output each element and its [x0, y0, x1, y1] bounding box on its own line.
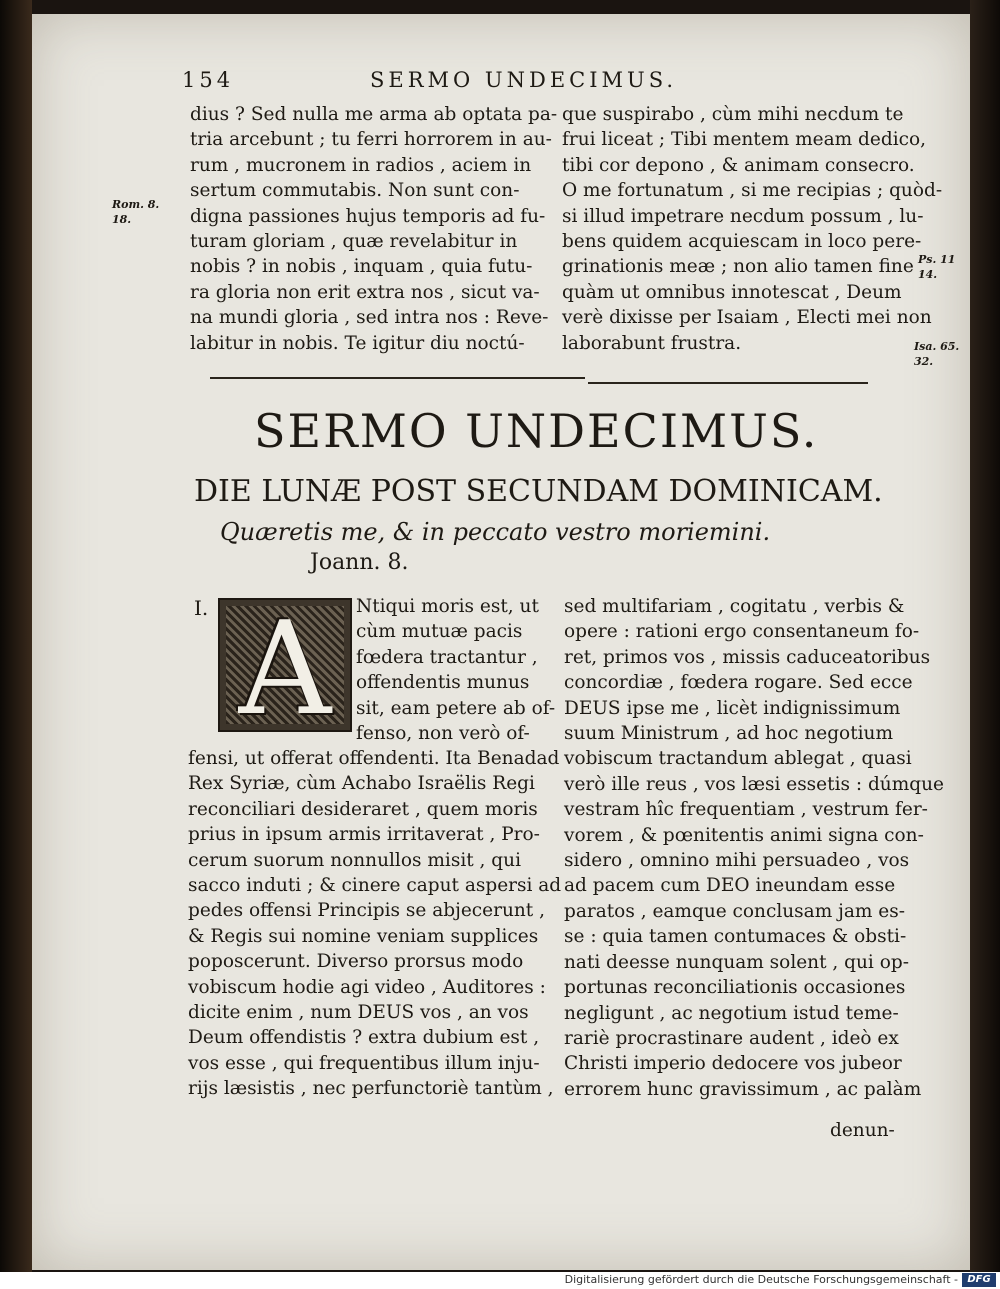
text-line: rijs læsistis , nec perfunctoriè tantùm , — [188, 1078, 554, 1100]
separator-rule — [210, 377, 585, 379]
body-right-column — [564, 594, 944, 1102]
text-line: paratos , eamque conclusam jam es- — [564, 900, 905, 922]
text-line: vestram hîc frequentiam , vestrum fer- — [564, 799, 928, 821]
book-page — [32, 14, 970, 1270]
body-left-indented — [356, 594, 556, 746]
text-line: vorem , & pœnitentis animi signa con- — [564, 824, 924, 846]
text-line: Rex Syriæ, cùm Achabo Israëlis Regi — [188, 773, 535, 795]
text-line: ret, primos vos , missis caduceatoribus — [564, 646, 931, 668]
catchword: denun- — [830, 1120, 895, 1141]
text-line: se : quia tamen contumaces & obsti- — [564, 926, 907, 948]
text-line: Christi imperio dedocere vos jubeor — [564, 1053, 902, 1075]
text-line: rariè procrastinare audent , ideò ex — [564, 1027, 899, 1049]
text-line: verè dixisse per Isaiam , Electi mei non — [562, 307, 932, 329]
text-line: que suspirabo , cùm mihi necdum te — [562, 104, 904, 125]
body-left-column — [188, 746, 562, 1102]
text-line: concordiæ , fœdera rogare. Sed ecce — [564, 672, 913, 694]
margin-note-right: Isa. 65. 32. — [914, 340, 960, 368]
text-line: turam gloriam , quæ revelabitur in — [190, 231, 518, 253]
text-line: na mundi gloria , sed intra nos : Reve- — [190, 307, 549, 329]
page-number: 154 — [182, 68, 235, 92]
text-line: cùm mutuæ pacis — [356, 621, 523, 643]
text-line: laborabunt frustra. — [562, 332, 742, 354]
text-line: reconciliari desideraret , quem moris — [188, 798, 538, 820]
margin-note-left-line: 18. — [112, 213, 132, 226]
text-line: bens quidem acquiescam in loco pere- — [562, 231, 922, 253]
text-line: sit, eam petere ab of- — [356, 697, 556, 719]
text-line: cerum suorum nonnullos misit , qui — [188, 849, 521, 871]
text-line: si illud impetrare necdum possum , lu- — [562, 205, 924, 227]
sermon-title: SERMO UNDECIMUS. — [254, 404, 819, 458]
text-line: fensi, ut offerat offendenti. Ita Benadad — [188, 748, 560, 769]
text-line: vobiscum tractandum ablegat , quasi — [564, 748, 912, 770]
text-line: nobis ? in nobis , inquam , quia futu- — [190, 256, 533, 278]
text-line: DEUS ipse me , licèt indignissimum — [564, 697, 901, 719]
text-line: prius in ipsum armis irritaverat , Pro- — [188, 824, 540, 846]
text-line: frui liceat ; Tibi mentem meam dedico, — [562, 129, 926, 151]
text-line: fenso, non verò of- — [356, 723, 530, 745]
funding-credit: Digitalisierung gefördert durch die Deutsche Forschungsgemeinschaft - — [564, 1273, 958, 1286]
text-line: labitur in nobis. Te igitur diu noctú- — [190, 332, 525, 354]
text-line: errorem hunc gravissimum , ac palàm — [564, 1078, 922, 1100]
scripture-reference: Joann. 8. — [310, 550, 409, 575]
text-line: tria arcebunt ; tu ferri horrorem in au- — [190, 129, 552, 151]
text-line: verò ille reus , vos læsi essetis : dúmque — [564, 773, 944, 795]
text-line: sed multifariam , cogitatu , verbis & — [564, 596, 905, 617]
text-line: ad pacem cum DEO ineundam esse — [564, 875, 896, 897]
text-line: rum , mucronem in radios , aciem in — [190, 154, 532, 176]
text-line: tibi cor depono , & animam consecro. — [562, 154, 915, 176]
book-edge-right — [970, 0, 1000, 1272]
text-line: opere : rationi ergo consentaneum fo- — [564, 621, 920, 643]
text-line: & Regis sui nomine veniam supplices — [188, 925, 539, 947]
text-line: digna passiones hujus temporis ad fu- — [190, 205, 546, 227]
text-line: dicite enim , num DEUS vos , an vos — [188, 1002, 529, 1024]
text-line: quàm ut omnibus innotescat , Deum — [562, 281, 902, 303]
book-edge-left — [0, 0, 32, 1272]
top-left-column — [190, 102, 558, 356]
text-line: offendentis munus — [356, 672, 530, 694]
sermon-subtitle: DIE LUNÆ POST SECUNDAM DOMINICAM. — [194, 474, 883, 509]
margin-note-left-line: Rom. 8. — [112, 198, 160, 211]
text-line: Deum offendistis ? extra dubium est , — [188, 1027, 540, 1049]
text-line: vos esse , qui frequentibus illum inju- — [188, 1052, 540, 1074]
text-line: suum Ministrum , ad hoc negotium — [564, 723, 894, 745]
margin-note-right: Ps. 11 14. — [918, 253, 956, 281]
text-line: sacco induti ; & cinere caput aspersi ad — [188, 875, 562, 897]
decorated-initial — [218, 598, 352, 732]
text-line: vobiscum hodie agi video , Auditores : — [188, 976, 546, 998]
section-number: I. — [194, 596, 209, 620]
text-line: poposcerunt. Diverso prorsus modo — [188, 951, 524, 973]
dfg-logo: DFG — [962, 1273, 996, 1287]
footer-bar — [0, 1272, 1000, 1289]
running-title: SERMO UNDECIMUS. — [370, 68, 678, 92]
text-line: sidero , omnino mihi persuadeo , vos — [564, 850, 910, 872]
text-line: portunas reconciliationis occasiones — [564, 977, 906, 999]
text-line: grinationis meæ ; non alio tamen fine , — [562, 256, 926, 278]
margin-note-left — [112, 197, 159, 227]
text-line: nati deesse nunquam solent , qui op- — [564, 951, 909, 973]
initial-letter: A — [238, 598, 332, 732]
text-line: Ntiqui moris est, ut — [356, 596, 539, 617]
text-line: O me fortunatum , si me recipias ; quòd- — [562, 180, 943, 202]
text-line: sertum commutabis. Non sunt con- — [190, 180, 520, 202]
text-line: pedes offensi Principis se abjecerunt , — [188, 900, 545, 922]
text-line: fœdera tractantur , — [356, 646, 538, 668]
scripture-quote: Quæretis me, & in peccato vestro moriemini. — [220, 518, 771, 546]
text-line: dius ? Sed nulla me arma ab optata pa- — [190, 104, 558, 125]
separator-rule — [588, 382, 868, 384]
text-line: negligunt , ac negotium istud teme- — [564, 1002, 899, 1024]
text-line: ra gloria non erit extra nos , sicut va- — [190, 281, 540, 303]
